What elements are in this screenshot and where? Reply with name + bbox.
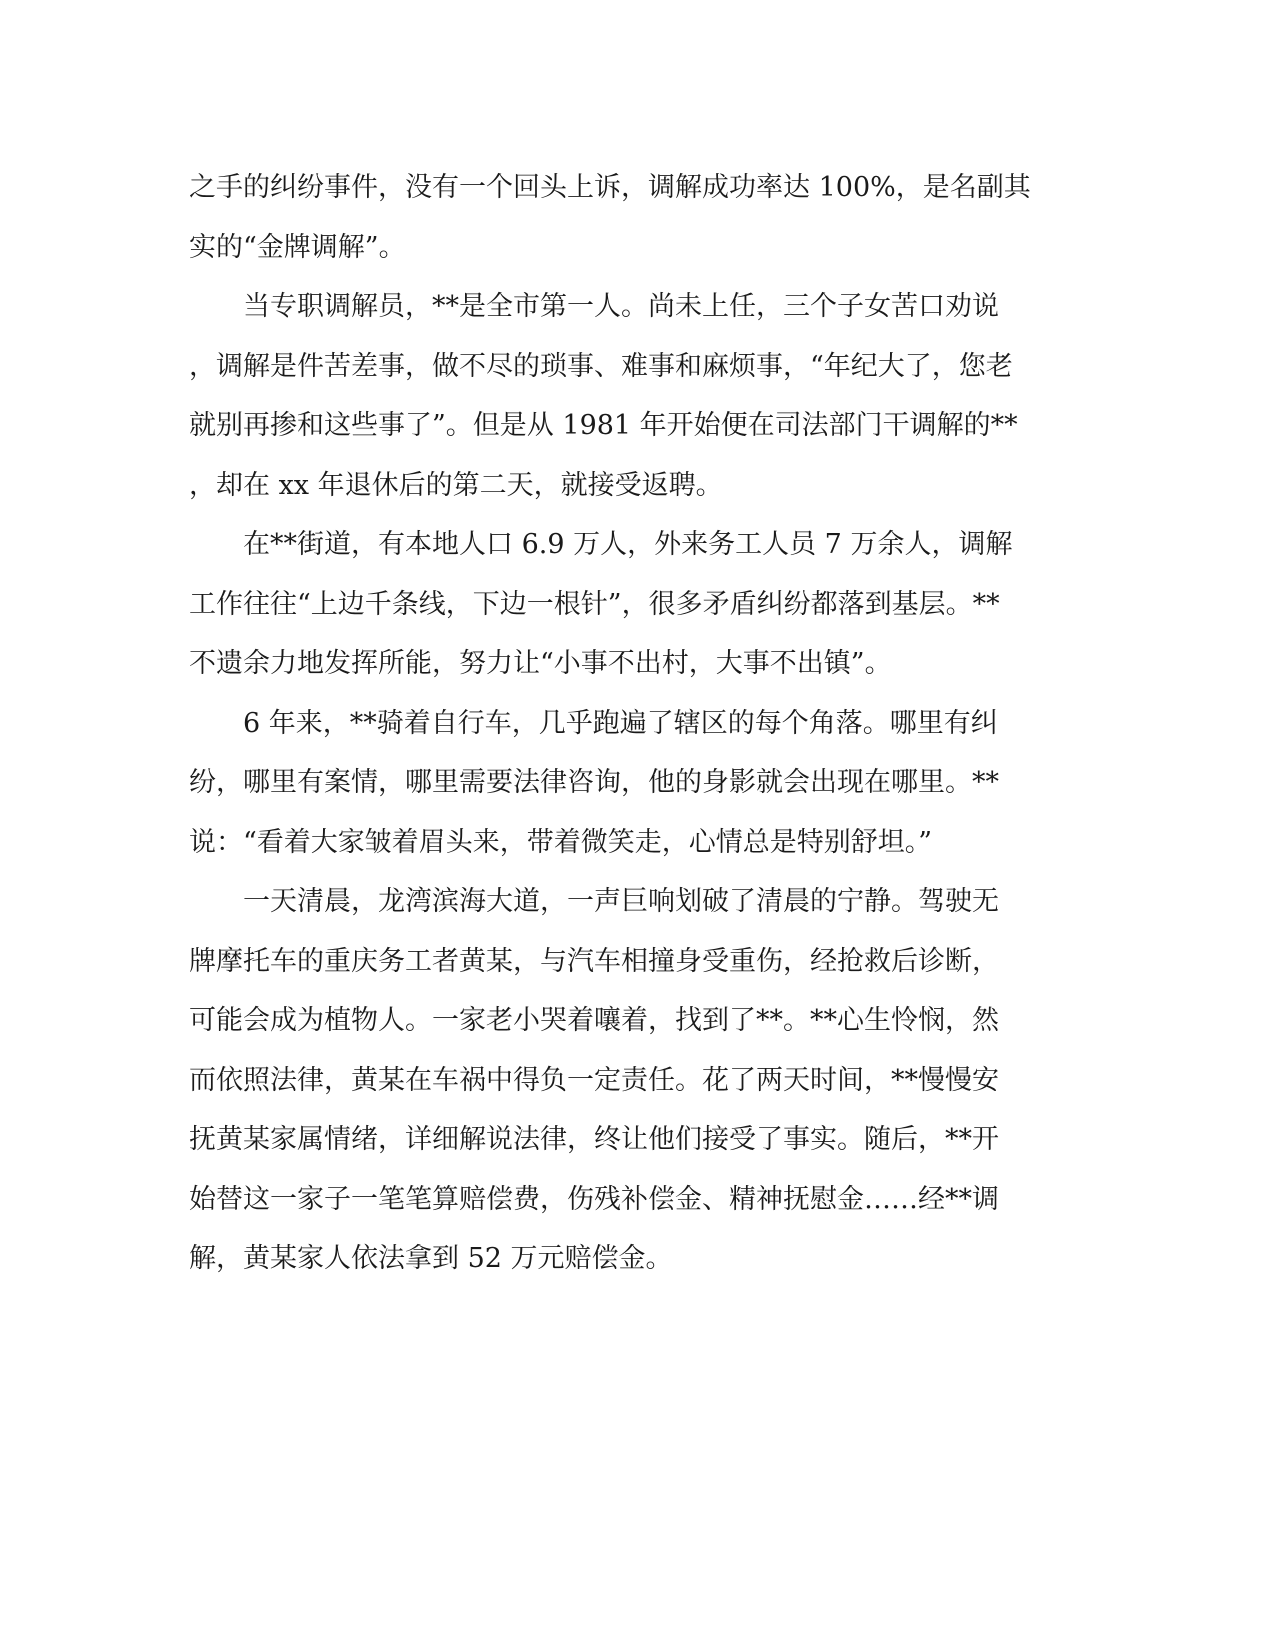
- text-line: ，却在 xx 年退休后的第二天，就接受返聘。: [189, 469, 723, 501]
- text-line: 就别再掺和这些事了”。但是从 1981 年开始便在司法部门干调解的**: [189, 410, 1018, 441]
- text-line: 之手的纠纷事件，没有一个回头上诉，调解成功率达 100%，是名副其: [189, 172, 1031, 203]
- text-line: 在**街道，有本地人口 6.9 万人，外来务工人员 7 万余人，调解: [189, 529, 1013, 560]
- text-line: 实的“金牌调解”。: [189, 231, 406, 263]
- text-line: 工作往往“上边千条线，下边一根针”，很多矛盾纠纷都落到基层。**: [189, 588, 1000, 620]
- text-line: 6 年来，**骑着自行车，几乎跑遍了辖区的每个角落。哪里有纠: [189, 707, 998, 739]
- text-line: 当专职调解员，**是全市第一人。尚未上任，三个子女苦口劝说: [189, 291, 999, 322]
- text-line: 可能会成为植物人。一家老小哭着嚷着，找到了**。**心生怜悯，然: [189, 1005, 999, 1036]
- text-line: 说：“看着大家皱着眉头来，带着微笑走，心情总是特别舒坦。”: [189, 826, 933, 858]
- text-line: ，调解是件苦差事，做不尽的琐事、难事和麻烦事，“年纪大了，您老: [189, 350, 1013, 382]
- text-line: 一天清晨，龙湾滨海大道，一声巨响划破了清晨的宁静。驾驶无: [189, 886, 999, 917]
- text-line: 抚黄某家属情绪，详细解说法律，终让他们接受了事实。随后，**开: [189, 1124, 999, 1155]
- text-line: 解，黄某家人依法拿到 52 万元赔偿金。: [189, 1243, 673, 1274]
- text-line: 牌摩托车的重庆务工者黄某，与汽车相撞身受重伤，经抢救后诊断，: [189, 945, 999, 977]
- body-text: [189, 158, 1074, 1289]
- text-line: 不遗余力地发挥所能，努力让“小事不出村，大事不出镇”。: [189, 648, 892, 679]
- text-line: 纷，哪里有案情，哪里需要法律咨询，他的身影就会出现在哪里。**: [189, 767, 999, 798]
- text-line: 始替这一家子一笔笔算赔偿费，伤残补偿金、精神抚慰金……经**调: [189, 1183, 999, 1215]
- text-line: 而依照法律，黄某在车祸中得负一定责任。花了两天时间，**慢慢安: [189, 1064, 999, 1096]
